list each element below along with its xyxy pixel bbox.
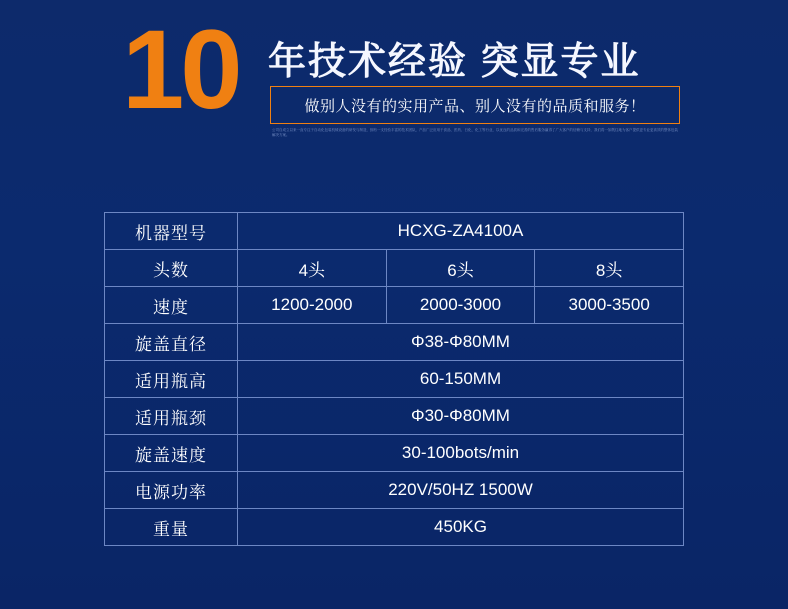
spec-value-cell: 2000-3000 <box>386 287 535 324</box>
table-row <box>105 324 684 361</box>
spec-label-cell: 适用瓶高 <box>105 361 238 398</box>
header-banner <box>0 0 788 180</box>
table-row <box>105 213 684 250</box>
spec-value-cell: Φ38-Φ80MM <box>238 324 684 361</box>
spec-value-cell: 1200-2000 <box>238 287 387 324</box>
spec-value-cell: 60-150MM <box>238 361 684 398</box>
spec-label-cell: 重量 <box>105 509 238 546</box>
spec-label-cell: 旋盖直径 <box>105 324 238 361</box>
spec-label-cell: 旋盖速度 <box>105 435 238 472</box>
banner-fineprint: 公司自成立以来一直专注于自动化包装机械设备的研发与制造，拥有一支经验丰富的技术团队，产品广泛应用于食品、医药、日化、化工等行业，以优良的品质和完善的售后服务赢得了广大客户的信赖与支持，我们将一如既往地为客户提供更专业更高效的整体包装解决方案。 <box>272 128 678 137</box>
spec-value-cell: 3000-3500 <box>535 287 684 324</box>
years-number: 10 <box>122 7 239 132</box>
spec-value-cell: 6头 <box>386 250 535 287</box>
spec-label-cell: 适用瓶颈 <box>105 398 238 435</box>
spec-value-cell: 220V/50HZ 1500W <box>238 472 684 509</box>
spec-value-cell: 4头 <box>238 250 387 287</box>
spec-label-cell: 电源功率 <box>105 472 238 509</box>
table-row <box>105 435 684 472</box>
table-row <box>105 398 684 435</box>
spec-table-container <box>104 212 684 546</box>
spec-value-cell: Φ30-Φ80MM <box>238 398 684 435</box>
table-row <box>105 287 684 324</box>
spec-label-cell: 速度 <box>105 287 238 324</box>
banner-subline-box <box>270 86 680 124</box>
table-row <box>105 361 684 398</box>
spec-value-cell: 30-100bots/min <box>238 435 684 472</box>
table-row <box>105 509 684 546</box>
table-row <box>105 250 684 287</box>
spec-label-cell: 头数 <box>105 250 238 287</box>
spec-value-cell: 8头 <box>535 250 684 287</box>
spec-value-cell: HCXG-ZA4100A <box>238 213 684 250</box>
banner-subline: 做别人没有的实用产品、别人没有的品质和服务！ <box>304 97 646 115</box>
table-row <box>105 472 684 509</box>
spec-value-cell: 450KG <box>238 509 684 546</box>
spec-table <box>104 212 684 546</box>
spec-label-cell: 机器型号 <box>105 213 238 250</box>
spec-table-body <box>105 213 684 546</box>
banner-headline: 年技术经验 突显专业 <box>268 41 641 83</box>
